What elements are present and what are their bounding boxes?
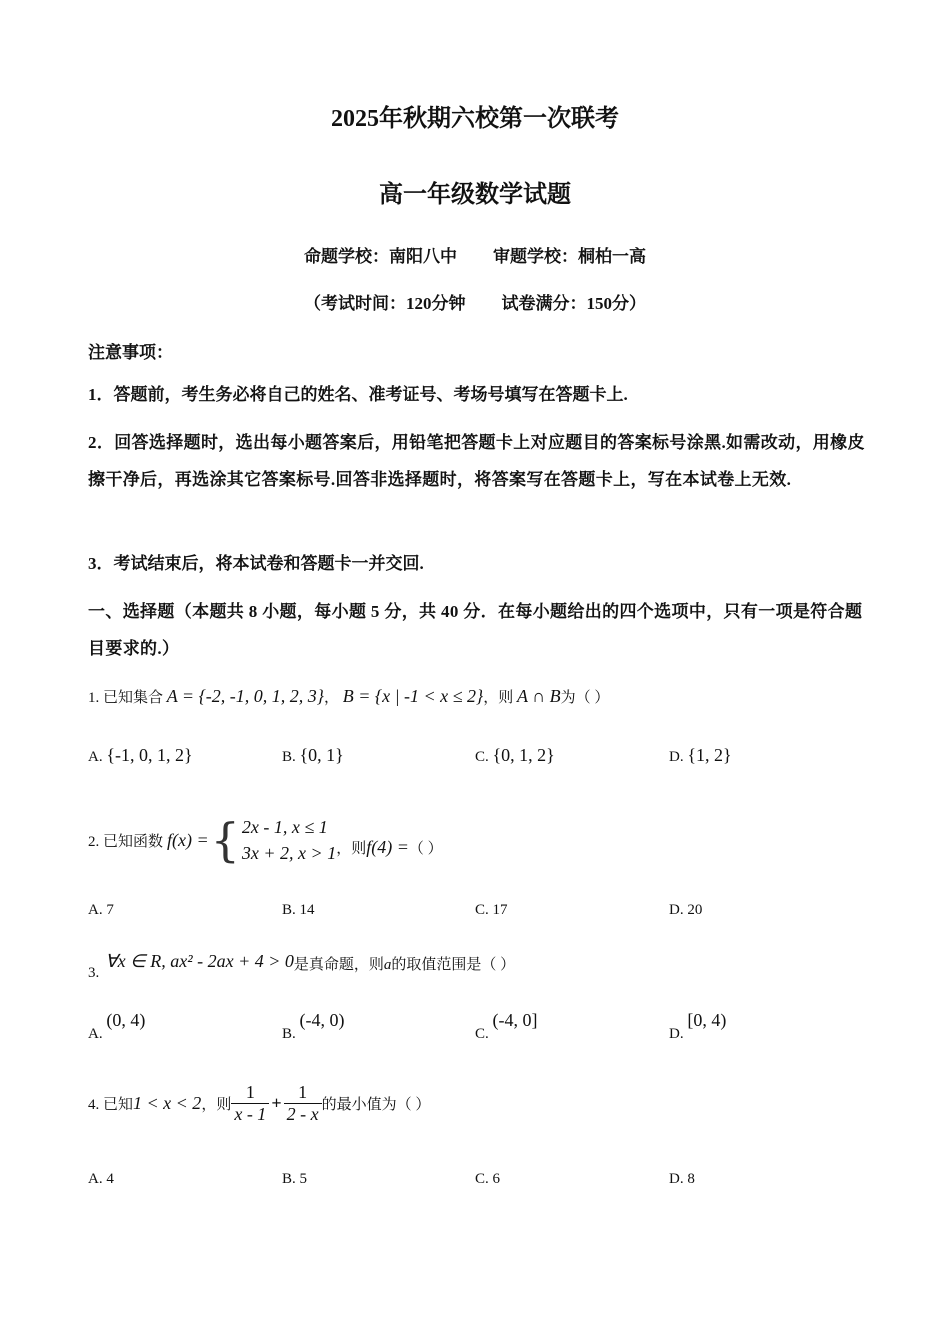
q4-end: 的最小值为（ ）: [321, 1097, 431, 1113]
q4-fraction-2: [284, 1082, 322, 1125]
q4-option-d[interactable]: [669, 1171, 695, 1188]
note-item-1: 1．答题前，考生务必将自己的姓名、准考证号、考场号填写在答题卡上.: [88, 385, 628, 404]
q3-end: 的取值范围是（ ）: [391, 957, 516, 973]
option-value: 14: [299, 902, 315, 918]
option-label: A.: [88, 1171, 103, 1187]
option-label: C.: [475, 902, 489, 918]
option-label: D.: [669, 902, 684, 918]
option-value: 5: [299, 1171, 308, 1187]
q1-prefix: 1. 已知集合: [88, 690, 164, 706]
option-value: (-4, 0]: [492, 1010, 538, 1030]
option-label: C.: [475, 1171, 489, 1187]
school-info: [0, 242, 950, 267]
frac2-num: 1: [284, 1082, 322, 1104]
option-value: {0, 1}: [299, 745, 344, 765]
option-label: B.: [282, 749, 296, 765]
q1-option-b[interactable]: [282, 745, 344, 766]
exam-time: （考试时间：120分钟: [304, 294, 466, 313]
notes-heading: 注意事项：: [88, 343, 173, 362]
q2-suffix: ，则: [336, 840, 367, 857]
q2-case-1: 2x - 1, x ≤ 1: [241, 817, 328, 837]
option-value: 4: [106, 1171, 114, 1187]
q1-end: 为（ ）: [560, 690, 610, 706]
q4-option-a[interactable]: [88, 1171, 114, 1188]
q2-option-b[interactable]: [282, 902, 315, 919]
option-value: 7: [106, 902, 114, 918]
q1-option-a[interactable]: [88, 745, 193, 766]
reviewer: 审题学校：桐柏一高: [493, 247, 646, 266]
option-label: D.: [669, 1026, 684, 1042]
q4-mid: ，则: [201, 1097, 232, 1113]
option-value: 8: [687, 1171, 695, 1187]
q2-end: （ ）: [408, 840, 443, 857]
q1-set-b: B = {x | -1 < x ≤ 2}: [342, 686, 484, 706]
q4-prefix: 4. 已知: [88, 1097, 134, 1113]
q4-fraction-1: [231, 1082, 269, 1125]
option-value: (-4, 0): [299, 1010, 345, 1030]
option-label: A.: [88, 749, 103, 765]
question-3: [88, 952, 515, 982]
option-value: [0, 4): [687, 1010, 727, 1030]
question-1: [88, 686, 609, 707]
exam-score: 试卷满分：150分）: [501, 294, 646, 313]
option-label: A.: [88, 1026, 103, 1042]
q3-option-b[interactable]: [282, 1010, 345, 1042]
option-value: 17: [492, 902, 508, 918]
option-label: C.: [475, 1026, 489, 1042]
q2-option-c[interactable]: [475, 902, 508, 919]
q1-option-c[interactable]: [475, 745, 555, 766]
q3-suffix: 是真命题，则: [293, 957, 384, 973]
option-label: B.: [282, 1026, 296, 1042]
q2-cases: [242, 814, 336, 866]
option-value: (0, 4): [106, 1010, 146, 1030]
option-label: B.: [282, 902, 296, 918]
option-label: C.: [475, 749, 489, 765]
exam-info: [0, 289, 950, 314]
q1-mid: ，: [323, 690, 339, 706]
option-value: {1, 2}: [687, 745, 732, 765]
option-value: {-1, 0, 1, 2}: [106, 745, 193, 765]
q2-option-d[interactable]: [669, 902, 702, 919]
note-item-3: 3．考试结束后，将本试卷和答题卡一并交回.: [88, 554, 424, 573]
option-value: 20: [687, 902, 703, 918]
q2-option-a[interactable]: [88, 902, 114, 919]
q3-expr: ∀x ∈ R, ax² - 2ax + 4 > 0: [105, 951, 294, 971]
q4-plus: +: [271, 1093, 282, 1113]
frac1-num: 1: [231, 1082, 269, 1104]
option-value: {0, 1, 2}: [492, 745, 555, 765]
option-label: D.: [669, 1171, 684, 1187]
exam-subtitle: 高一年级数学试题: [379, 182, 571, 208]
q1-set-a: A = {-2, -1, 0, 1, 2, 3}: [166, 686, 324, 706]
q3-option-c[interactable]: [475, 1010, 538, 1042]
option-label: A.: [88, 902, 103, 918]
q2-case-2: 3x + 2, x > 1: [241, 843, 337, 863]
option-label: D.: [669, 749, 684, 765]
q4-option-c[interactable]: [475, 1171, 500, 1188]
q3-option-d[interactable]: [669, 1010, 727, 1042]
question-4: [88, 1082, 430, 1125]
q3-option-a[interactable]: [88, 1010, 146, 1042]
exam-title: 2025年秋期六校第一次联考: [331, 106, 619, 132]
note-item-2: 2．回答选择题时，选出每小题答案后，用铅笔把答题卡上对应题目的答案标号涂黑.如需改动，用橡皮擦干净后，再选涂其它答案标号.回答非选择题时，将答案写在答题卡上，写在本试卷上无效.: [88, 433, 865, 489]
q3-var: a: [383, 957, 392, 973]
q2-func: f(x) =: [167, 829, 209, 850]
q2-prefix: 2. 已知函数: [88, 833, 164, 850]
section-heading: 一、选择题（本题共 8 小题，每小题 5 分，共 40 分．在每小题给出的四个选项中，只有一项是符合题目要求的.）: [88, 602, 863, 658]
question-2: [88, 814, 443, 866]
left-brace-icon: {: [210, 813, 240, 867]
option-label: B.: [282, 1171, 296, 1187]
q4-option-b[interactable]: [282, 1171, 307, 1188]
frac2-den: 2 - x: [286, 1104, 319, 1124]
option-value: 6: [492, 1171, 501, 1187]
q3-prefix: 3.: [88, 965, 100, 981]
frac1-den: x - 1: [234, 1104, 267, 1124]
q1-expr: A ∩ B: [516, 686, 561, 706]
q4-cond: 1 < x < 2: [133, 1093, 202, 1113]
q2-expr: f(4) =: [366, 836, 409, 857]
q1-option-d[interactable]: [669, 745, 732, 766]
proposer: 命题学校：南阳八中: [304, 247, 457, 266]
q1-suffix: ，则: [483, 690, 514, 706]
